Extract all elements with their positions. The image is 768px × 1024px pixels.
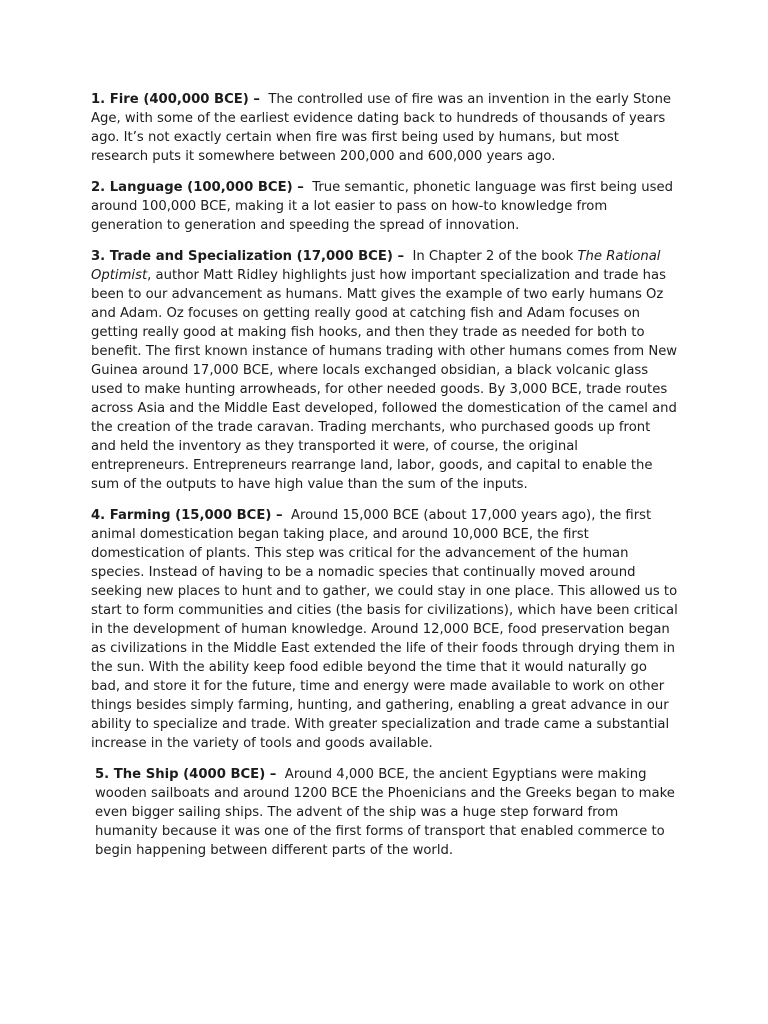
section-fire — [91, 90, 679, 166]
section-body: True semantic, phonetic language was first being used around 100,000 BCE, making it a lot easier to pass on how-to knowledge from generation to generation and speeding the spread of innovation. — [91, 180, 673, 233]
section-heading: 4. Farming (15,000 BCE) – — [91, 508, 283, 523]
section-farming — [91, 506, 679, 753]
section-ship — [91, 765, 679, 860]
section-body: , author Matt Ridley highlights just how important specialization and trade has been to our advancement as humans. Matt gives the example of two early humans Oz and Adam. Oz focuses on getting really good at catching fish and Adam focuses on getting really good at making fish hooks, and then they trade as needed for both to benefit. The first known instance of humans trading with other humans comes from New Guinea around 17,000 BCE, where locals exchanged obsidian, a black volcanic glass used to make hunting arrowheads, for other needed goods. By 3,000 BCE, trade routes across Asia and the Middle East developed, followed the domestication of the camel and the creation of the trade caravan. Trading merchants, who purchased goods up front and held the inventory as they transported it were, of course, the original entrepreneurs. Entrepreneurs rearrange land, labor, goods, and capital to enable the sum of the outputs to have high value than the sum of the inputs. — [91, 268, 678, 492]
section-body-intro: In Chapter 2 of the book — [412, 249, 574, 264]
section-heading: 3. Trade and Specialization (17,000 BCE) – — [91, 249, 405, 264]
section-heading: 1. Fire (400,000 BCE) – — [91, 92, 260, 107]
section-heading: 5. The Ship (4000 BCE) – — [95, 767, 277, 782]
section-language — [91, 178, 679, 235]
book-title: The Rational Optimist — [91, 249, 661, 283]
section-heading: 2. Language (100,000 BCE) – — [91, 180, 304, 195]
section-trade-specialization — [91, 247, 679, 494]
section-body: Around 15,000 BCE (about 17,000 years ago), the first animal domestication began taking place, and around 10,000 BCE, the first domestication of plants. This step was critical for the advancement of the human species. Instead of having to be a nomadic species that continually moved around seeking new places to hunt and to gather, we could stay in one place. This allowed us to start to form communities and cities (the basis for civilizations), which have been critical in the development of human knowledge. Around 12,000 BCE, food preservation began as civilizations in the Middle East extended the life of their foods through drying them in the sun. With the ability keep food edible beyond the time that it would naturally go bad, and store it for the future, time and energy were made available to work on other things besides simply farming, hunting, and gathering, enabling a great advance in our ability to specialize and trade. With greater specialization and trade came a substantial increase in the variety of tools and goods available. — [91, 508, 678, 751]
document-page — [91, 90, 679, 872]
section-body: Around 4,000 BCE, the ancient Egyptians were making wooden sailboats and around 1200 BCE the Phoenicians and the Greeks began to make even bigger sailing ships. The advent of the ship was a huge step forward from humanity because it was one of the first forms of transport that enabled commerce to begin happening between different parts of the world. — [95, 767, 675, 858]
section-body: The controlled use of fire was an invention in the early Stone Age, with some of the earliest evidence dating back to hundreds of thousands of years ago. It’s not exactly certain when fire was first being used by humans, but most research puts it somewhere between 200,000 and 600,000 years ago. — [91, 92, 672, 164]
